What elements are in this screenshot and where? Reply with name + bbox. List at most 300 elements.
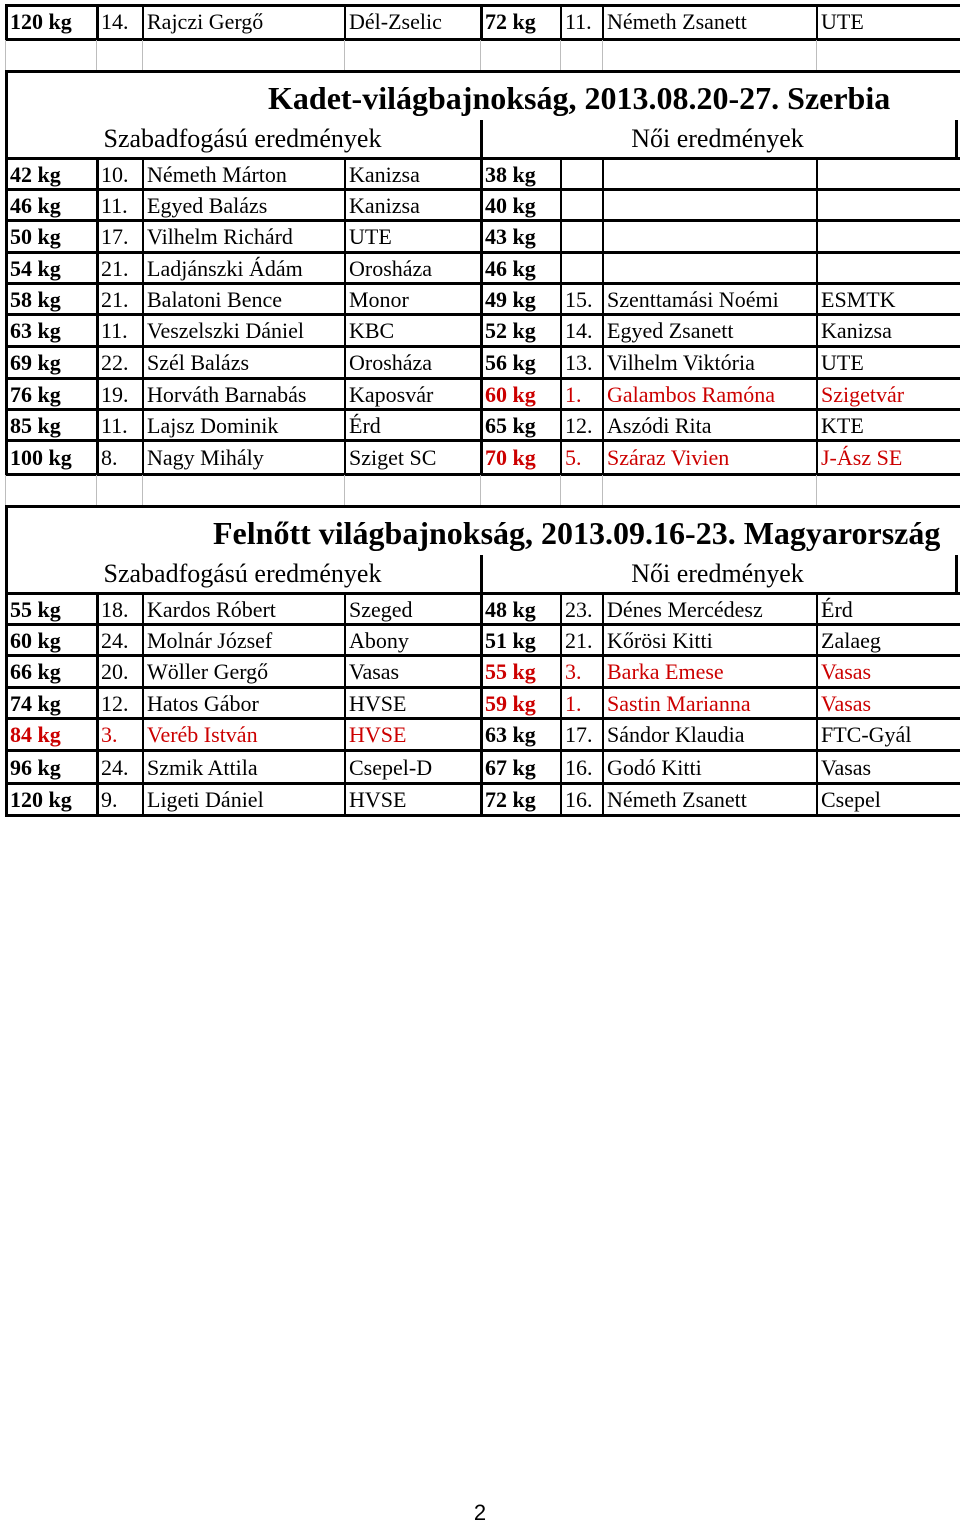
freestyle-name-cell: Szmik Attila <box>147 754 258 780</box>
rule <box>816 751 818 784</box>
rule <box>96 594 99 625</box>
freestyle-rank-cell: 9. <box>101 787 118 812</box>
rule <box>816 719 818 751</box>
rule <box>602 190 604 221</box>
rule <box>480 379 483 410</box>
rule <box>560 594 562 625</box>
rule <box>142 4 144 40</box>
freestyle-rank-cell: 21. <box>101 286 129 312</box>
rule <box>142 190 144 221</box>
rule <box>602 221 604 253</box>
rule <box>480 719 483 751</box>
rule <box>560 379 562 410</box>
freestyle-rank-cell: 22. <box>101 350 129 375</box>
rule <box>96 40 97 70</box>
rule <box>560 625 562 656</box>
freestyle-name-cell: Balatoni Bence <box>147 286 283 312</box>
women-weight-cell: 51 kg <box>485 627 536 653</box>
rule <box>344 4 346 40</box>
freestyle-name-cell: Ladjánszki Ádám <box>147 255 303 281</box>
freestyle-club-cell: Sziget SC <box>349 445 437 470</box>
rule <box>142 688 144 719</box>
rule <box>816 159 818 190</box>
rule <box>142 594 144 625</box>
women-weight-cell: 49 kg <box>485 286 536 312</box>
women-name-cell <box>602 159 816 190</box>
rule <box>5 253 8 284</box>
rule <box>480 120 483 160</box>
rule <box>560 475 561 505</box>
freestyle-club-cell: Szeged <box>349 596 413 622</box>
rule <box>560 190 562 221</box>
women-rank-cell: 11. <box>565 9 592 34</box>
women-name-cell <box>602 253 816 284</box>
rule <box>5 4 8 40</box>
freestyle-rank-cell: 12. <box>101 690 129 716</box>
freestyle-club-cell: Kaposvár <box>349 381 434 407</box>
women-club-cell: KTE <box>821 412 864 438</box>
rule <box>602 784 604 816</box>
freestyle-rank-cell: 19. <box>101 381 129 407</box>
rule <box>480 4 483 40</box>
rule <box>142 221 144 253</box>
rule <box>560 410 562 441</box>
women-results-header: Női eredmények <box>631 559 804 588</box>
rule <box>5 379 8 410</box>
rule <box>96 253 99 284</box>
rule <box>344 221 346 253</box>
rule <box>560 719 562 751</box>
rule <box>560 347 562 379</box>
rule <box>96 190 99 221</box>
rule <box>816 656 818 688</box>
rule <box>602 4 604 40</box>
rule <box>955 555 958 595</box>
freestyle-rank-cell: 17. <box>101 224 129 249</box>
women-weight-cell: 70 kg <box>485 445 536 470</box>
rule <box>96 315 99 347</box>
women-name-cell: Sándor Klaudia <box>607 722 745 747</box>
rule <box>344 441 346 475</box>
freestyle-rank-cell: 21. <box>101 255 129 281</box>
freestyle-name-cell: Molnár József <box>147 627 273 653</box>
rule <box>5 625 8 656</box>
freestyle-weight-cell: 50 kg <box>10 224 61 249</box>
women-weight-cell: 46 kg <box>485 255 536 281</box>
rule <box>5 159 8 190</box>
rule <box>602 594 604 625</box>
women-rank-cell: 16. <box>565 754 593 780</box>
freestyle-club-cell: KBC <box>349 318 395 343</box>
women-weight-cell: 52 kg <box>485 318 536 343</box>
freestyle-rank-cell: 10. <box>101 161 129 187</box>
rule <box>560 784 562 816</box>
rule <box>5 315 8 347</box>
rule <box>142 159 144 190</box>
rule <box>480 253 483 284</box>
rule <box>142 719 144 751</box>
rule <box>602 475 603 505</box>
freestyle-name-cell: Németh Márton <box>147 161 287 187</box>
section-title: Kadet-világbajnokság, 2013.08.20-27. Szerbia <box>268 80 891 116</box>
women-rank-cell: 16. <box>565 787 593 812</box>
rule <box>142 253 144 284</box>
rule <box>5 505 960 508</box>
rule <box>344 284 346 315</box>
rule <box>480 625 483 656</box>
rule <box>480 656 483 688</box>
rule <box>96 625 99 656</box>
page-number: 2 <box>473 1500 487 1525</box>
rule <box>5 784 8 816</box>
women-name-cell <box>602 221 816 253</box>
rule <box>5 40 6 70</box>
freestyle-club-cell: Orosháza <box>349 350 433 375</box>
rule <box>5 190 8 221</box>
rule <box>5 751 8 784</box>
freestyle-rank-cell: 24. <box>101 627 129 653</box>
rule <box>602 441 604 475</box>
women-name-cell: Vilhelm Viktória <box>607 350 755 375</box>
women-club-cell: Csepel <box>821 787 881 812</box>
women-name-cell: Aszódi Rita <box>607 412 712 438</box>
freestyle-club-cell: Monor <box>349 286 409 312</box>
women-club-cell <box>816 221 960 253</box>
women-rank-cell: 15. <box>565 286 593 312</box>
rule <box>142 475 143 505</box>
women-rank-cell <box>560 159 602 190</box>
freestyle-rank-cell: 8. <box>101 445 118 470</box>
rule <box>5 688 8 719</box>
freestyle-club-cell: Csepel-D <box>349 754 433 780</box>
rule <box>816 190 818 221</box>
women-weight-cell: 56 kg <box>485 350 536 375</box>
rule <box>816 253 818 284</box>
freestyle-rank-cell: 3. <box>101 722 118 747</box>
rule <box>816 475 817 505</box>
women-club-cell: Érd <box>821 596 853 622</box>
rule <box>96 784 99 816</box>
freestyle-weight-cell: 58 kg <box>10 286 61 312</box>
rule <box>142 656 144 688</box>
women-rank-cell: 1. <box>565 690 582 716</box>
women-club-cell <box>816 159 960 190</box>
rule <box>480 475 481 505</box>
rule <box>142 441 144 475</box>
freestyle-weight-cell: 120 kg <box>10 787 72 812</box>
rule <box>480 159 483 190</box>
women-rank-cell <box>560 253 602 284</box>
women-club-cell: Vasas <box>821 659 872 684</box>
freestyle-club-cell: Kanizsa <box>349 161 420 187</box>
rule <box>480 347 483 379</box>
freestyle-club-cell: UTE <box>349 224 392 249</box>
freestyle-name-cell: Veréb István <box>147 722 258 747</box>
freestyle-club-cell: HVSE <box>349 787 407 812</box>
rule <box>480 784 483 816</box>
freestyle-club-cell: Dél-Zselic <box>349 9 442 34</box>
rule <box>5 656 8 688</box>
rule <box>96 656 99 688</box>
women-rank-cell: 1. <box>565 381 582 407</box>
freestyle-club-cell: HVSE <box>349 690 407 716</box>
rule <box>816 441 818 475</box>
women-rank-cell: 14. <box>565 318 593 343</box>
rule <box>602 625 604 656</box>
freestyle-name-cell: Egyed Balázs <box>147 192 268 218</box>
rule <box>142 784 144 816</box>
rule <box>560 159 562 190</box>
rule <box>5 347 8 379</box>
women-weight-cell: 67 kg <box>485 754 536 780</box>
rule <box>344 751 346 784</box>
women-rank-cell: 17. <box>565 722 593 747</box>
rule <box>480 284 483 315</box>
rule <box>816 347 818 379</box>
women-rank-cell: 23. <box>565 596 593 622</box>
women-name-cell: Galambos Ramóna <box>607 381 776 407</box>
freestyle-weight-cell: 42 kg <box>10 161 61 187</box>
rule <box>96 410 99 441</box>
rule <box>96 441 99 475</box>
rule <box>480 441 483 475</box>
freestyle-name-cell: Veszelszki Dániel <box>147 318 304 343</box>
women-club-cell: Vasas <box>821 754 872 780</box>
women-weight-cell: 40 kg <box>485 192 536 218</box>
rule <box>344 594 346 625</box>
rule <box>5 410 8 441</box>
freestyle-name-cell: Lajsz Dominik <box>147 412 279 438</box>
rule <box>816 688 818 719</box>
women-club-cell: FTC-Gyál <box>821 722 912 747</box>
rule <box>602 253 604 284</box>
rule <box>344 253 346 284</box>
rule <box>560 253 562 284</box>
rule <box>344 656 346 688</box>
women-name-cell: Szenttamási Noémi <box>607 286 779 312</box>
rule <box>816 4 818 40</box>
freestyle-weight-cell: 54 kg <box>10 255 61 281</box>
women-weight-cell: 72 kg <box>485 787 536 812</box>
rule <box>602 40 603 70</box>
rule <box>816 221 818 253</box>
rule <box>602 159 604 190</box>
freestyle-club-cell: Orosháza <box>349 255 433 281</box>
women-club-cell: UTE <box>821 350 864 375</box>
rule <box>142 379 144 410</box>
freestyle-weight-cell: 96 kg <box>10 754 61 780</box>
rule <box>560 688 562 719</box>
rule <box>560 656 562 688</box>
women-weight-cell: 59 kg <box>485 690 536 716</box>
rule <box>344 159 346 190</box>
rule <box>142 284 144 315</box>
freestyle-name-cell: Ligeti Dániel <box>147 787 264 812</box>
freestyle-name-cell: Nagy Mihály <box>147 445 264 470</box>
rule <box>5 475 6 505</box>
rule <box>344 475 345 505</box>
rule <box>602 284 604 315</box>
women-name-cell: Sastin Marianna <box>607 690 751 716</box>
freestyle-weight-cell: 85 kg <box>10 412 61 438</box>
rule <box>142 315 144 347</box>
women-rank-cell: 13. <box>565 350 593 375</box>
rule <box>5 70 960 73</box>
rule <box>602 410 604 441</box>
rule <box>96 284 99 315</box>
women-rank-cell: 3. <box>565 659 582 684</box>
women-weight-cell: 72 kg <box>485 9 536 34</box>
rule <box>480 221 483 253</box>
rule <box>480 40 481 70</box>
rule <box>142 40 143 70</box>
rule <box>560 441 562 475</box>
freestyle-weight-cell: 74 kg <box>10 690 61 716</box>
freestyle-weight-cell: 84 kg <box>10 722 61 747</box>
freestyle-club-cell: Érd <box>349 412 381 438</box>
women-club-cell: Zalaeg <box>821 627 881 653</box>
freestyle-club-cell: Vasas <box>349 659 400 684</box>
rule <box>816 284 818 315</box>
rule <box>816 625 818 656</box>
rule <box>602 751 604 784</box>
freestyle-weight-cell: 46 kg <box>10 192 61 218</box>
women-club-cell <box>816 190 960 221</box>
rule <box>344 688 346 719</box>
women-name-cell: Németh Zsanett <box>607 9 747 34</box>
women-results-header: Női eredmények <box>631 124 804 153</box>
women-club-cell: ESMTK <box>821 286 896 312</box>
rule <box>5 221 8 253</box>
rule <box>816 315 818 347</box>
freestyle-weight-cell: 55 kg <box>10 596 61 622</box>
freestyle-name-cell: Szél Balázs <box>147 350 250 375</box>
women-name-cell: Godó Kitti <box>607 754 702 780</box>
freestyle-club-cell: Abony <box>349 627 409 653</box>
rule <box>480 594 483 625</box>
freestyle-weight-cell: 76 kg <box>10 381 61 407</box>
rule <box>560 221 562 253</box>
rule <box>560 751 562 784</box>
rule <box>5 284 8 315</box>
rule <box>96 221 99 253</box>
rule <box>142 751 144 784</box>
women-club-cell: Szigetvár <box>821 381 905 407</box>
freestyle-rank-cell: 20. <box>101 659 129 684</box>
freestyle-club-cell: HVSE <box>349 722 407 747</box>
women-name-cell: Kőrösi Kitti <box>607 627 713 653</box>
women-name-cell <box>602 190 816 221</box>
rule <box>602 688 604 719</box>
rule <box>96 347 99 379</box>
freestyle-weight-cell: 60 kg <box>10 627 61 653</box>
section-title: Felnőtt világbajnokság, 2013.09.16-23. Magyarország <box>213 515 941 551</box>
women-club-cell <box>816 253 960 284</box>
freestyle-name-cell: Horváth Barnabás <box>147 381 307 407</box>
rule <box>560 315 562 347</box>
women-club-cell: Kanizsa <box>821 318 892 343</box>
rule <box>480 190 483 221</box>
freestyle-results-header: Szabadfogású eredmények <box>103 559 382 588</box>
rule <box>96 159 99 190</box>
freestyle-weight-cell: 66 kg <box>10 659 61 684</box>
rule <box>955 120 958 160</box>
rule <box>142 410 144 441</box>
rule <box>5 594 8 625</box>
rule <box>344 625 346 656</box>
rule <box>5 441 8 475</box>
women-weight-cell: 48 kg <box>485 596 536 622</box>
rule <box>602 379 604 410</box>
freestyle-rank-cell: 11. <box>101 192 128 218</box>
rule <box>344 40 345 70</box>
rule <box>142 347 144 379</box>
rule <box>480 751 483 784</box>
rule <box>602 656 604 688</box>
women-weight-cell: 65 kg <box>485 412 536 438</box>
women-weight-cell: 43 kg <box>485 224 536 249</box>
rule <box>816 40 817 70</box>
women-name-cell: Dénes Mercédesz <box>607 596 763 622</box>
women-weight-cell: 55 kg <box>485 659 536 684</box>
freestyle-rank-cell: 14. <box>101 9 129 34</box>
rule <box>96 475 97 505</box>
freestyle-name-cell: Rajczi Gergő <box>147 9 264 34</box>
rule <box>142 625 144 656</box>
rule <box>602 347 604 379</box>
women-weight-cell: 38 kg <box>485 161 536 187</box>
rule <box>816 594 818 625</box>
rule <box>96 4 99 40</box>
rule <box>344 410 346 441</box>
rule <box>5 719 8 751</box>
rule <box>480 688 483 719</box>
rule <box>344 347 346 379</box>
rule <box>344 379 346 410</box>
women-club-cell: J-Ász SE <box>821 445 903 470</box>
women-rank-cell <box>560 221 602 253</box>
women-rank-cell: 5. <box>565 445 582 470</box>
freestyle-rank-cell: 11. <box>101 318 128 343</box>
women-name-cell: Egyed Zsanett <box>607 318 734 343</box>
freestyle-rank-cell: 18. <box>101 596 129 622</box>
rule <box>5 505 8 595</box>
rule <box>96 719 99 751</box>
freestyle-weight-cell: 63 kg <box>10 318 61 343</box>
freestyle-weight-cell: 100 kg <box>10 445 72 470</box>
rule <box>5 4 960 7</box>
women-rank-cell <box>560 190 602 221</box>
women-club-cell: Vasas <box>821 690 872 716</box>
freestyle-name-cell: Hatos Gábor <box>147 690 259 716</box>
freestyle-name-cell: Vilhelm Richárd <box>147 224 293 249</box>
rule <box>96 688 99 719</box>
rule <box>480 315 483 347</box>
women-weight-cell: 63 kg <box>485 722 536 747</box>
women-name-cell: Németh Zsanett <box>607 787 747 812</box>
rule <box>96 751 99 784</box>
freestyle-weight-cell: 120 kg <box>10 9 72 34</box>
rule <box>480 410 483 441</box>
rule <box>96 379 99 410</box>
freestyle-club-cell: Kanizsa <box>349 192 420 218</box>
women-name-cell: Barka Emese <box>607 659 724 684</box>
women-rank-cell: 12. <box>565 412 593 438</box>
rule <box>560 4 562 40</box>
women-club-cell: UTE <box>821 9 864 34</box>
rule <box>480 555 483 595</box>
rule <box>344 719 346 751</box>
